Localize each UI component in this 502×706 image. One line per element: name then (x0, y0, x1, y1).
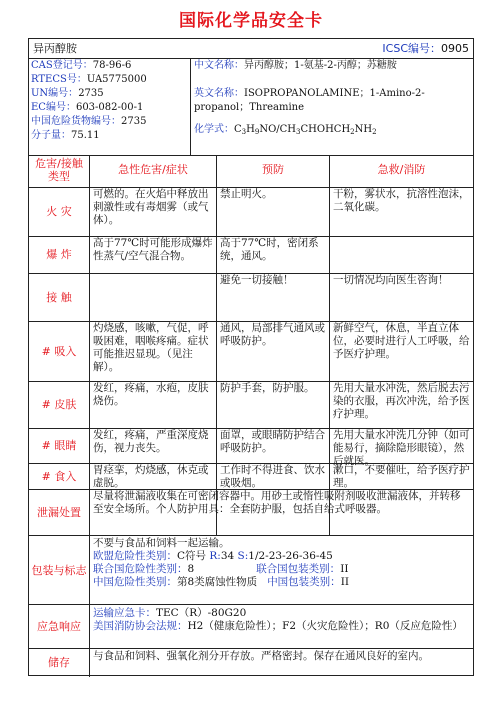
card-title: 国际化学品安全卡 (179, 11, 323, 31)
molecular-weight: 75.11 (71, 130, 100, 141)
symptom-cell (91, 273, 215, 275)
emergency-label: 应急响应 (37, 620, 81, 633)
icsc-value: 0905 (441, 42, 469, 55)
hazard-type-cell: # 眼睛 (41, 439, 77, 452)
icsc-label: ICSC编号： (382, 42, 441, 55)
cn-danger-number: 2735 (121, 116, 147, 127)
safety-card (28, 38, 474, 676)
hazard-type-cell: 火 灾 (46, 205, 72, 218)
chemical-name: 异丙醇胺 (33, 42, 77, 55)
symptom-cell: 灼烧感，咳嗽，气促，呼吸困难，咽喉疼痛。症状可能推迟显现。（见注解）。 (93, 322, 209, 373)
aid-cell: 干粉，雾状水，抗溶性泡沫，二氧化碳。 (333, 188, 470, 213)
storage-label: 储存 (48, 656, 70, 669)
un-number: 2735 (78, 88, 104, 99)
storage-text: 与食品和饲料、强氧化剂分开存放。严格密封。保存在通风良好的室内。 (93, 650, 429, 662)
en-name-line1: ISOPROPANOLAMINE；1-Amino-2- (244, 88, 425, 99)
prevent-cell: 禁止明火。 (220, 188, 273, 200)
aid-cell: 先用大量水冲洗，然后脱去污染的衣服，再次冲洗，给予医疗护理。 (333, 382, 470, 420)
ec-number: 603-082-00-1 (75, 102, 144, 113)
hazard-type-cell: # 食入 (41, 469, 77, 483)
hazard-type-cell: # 吸入 (41, 344, 77, 358)
hazard-type-cell: 爆 炸 (46, 248, 72, 261)
icsc-number (382, 42, 469, 55)
col-header-type: 危害/接触 类型 (35, 157, 83, 183)
hazard-type-cell: # 皮肤 (41, 398, 77, 411)
prevent-cell: 避免一切接触！ (220, 274, 294, 286)
cn-name: 异丙醇胺；1-氨基-2-丙醇；苏糖胺 (244, 60, 397, 71)
aid-cell: 新鲜空气，休息，半直立体位，必要时进行人工呼吸，给予医疗护理。 (333, 322, 470, 360)
aid-cell: 一切情况均向医生咨询！ (333, 274, 449, 286)
prevent-cell: 防护手套，防护服。 (220, 382, 315, 394)
prevent-cell: 工作时不得进食、饮水或吸烟。 (220, 464, 325, 489)
emergency-text: 运输应急卡：TEC（R）-80G20 美国消防协会法规：H2（健康危险性）；F2（火灾危险性）；R0（反应危险性） (93, 607, 463, 632)
prevent-cell: 面罩，或眼睛防护结合呼吸防护。 (220, 429, 325, 454)
hazard-type-cell: 接 触 (46, 290, 72, 304)
col-header-aid: 急救/消防 (377, 163, 426, 176)
col-header-symptom: 急性危害/症状 (118, 163, 188, 176)
symptom-cell: 发红，疼痛，水疱，皮肤烧伤。 (93, 382, 209, 407)
aid-cell (331, 236, 472, 238)
symptom-cell: 胃痉挛，灼烧感，休克或虚脱。 (93, 464, 209, 489)
prevent-cell: 高于77℃时，密闭系统，通风。 (220, 237, 319, 262)
spill-label: 泄漏处置 (37, 505, 81, 519)
aid-cell: 漱口，不要催吐，给予医疗护理。 (333, 464, 470, 489)
cas-number: 78-96-6 (92, 60, 132, 71)
symptom-cell: 发红，疼痛，严重深度烧伤，视力丧失。 (93, 429, 209, 454)
en-name-line2: propanol；Threamine (194, 102, 305, 113)
packaging-label: 包装与标志 (31, 563, 87, 577)
names-block: 中文名称：异丙醇胺；1-氨基-2-丙醇；苏糖胺 英文名称：ISOPROPANOLAMINE；1-Amino-2- propanol；Threamine 化学式：$C_3H_9NO/CH_3CHOHCH_2NH_2$ (194, 60, 470, 138)
rtecs-number: UA5775000 (86, 74, 147, 85)
prevent-cell: 通风，局部排气通风或呼吸防护。 (220, 322, 325, 347)
symptom-cell: 可燃的。在火焰中释放出刺激性或有毒烟雾（或气体）。 (93, 188, 209, 226)
aid-cell: 先用大量水冲洗几分钟（如可能易行，摘除隐形眼镜），然后就医。 (333, 429, 470, 467)
chemical-formula: 化学式：$C_3H_9NO/CH_3CHOHCH_2NH_2$ (194, 124, 377, 136)
packaging-text: 不要与食品和饲料一起运输。 欧盟危险性类别：C符号 R:34 S:1/2-23-26-36-45 联合国危险性类别：8 联合国包装类别：II 中国危险性类别：第8类腐蚀性物质 中国包装类别：II (93, 537, 349, 588)
spill-text: 尽量将泄漏液收集在可密闭容器中。用砂土或惰性吸附剂吸收泄漏液体，并转移至安全场所。个人防护用具：全套防护服，包括自给式呼吸器。 (93, 490, 461, 515)
symptom-cell: 高于77℃时可能形成爆炸性蒸气/空气混合物。 (93, 237, 213, 262)
identifier-list: CAS登记号：78-96-6 RTECS号：UA5775000 UN编号：2735 EC编号：603-082-00-1 中国危险货物编号：2735 分子量：75.11 (31, 60, 147, 141)
col-header-prevent: 预防 (262, 163, 284, 176)
